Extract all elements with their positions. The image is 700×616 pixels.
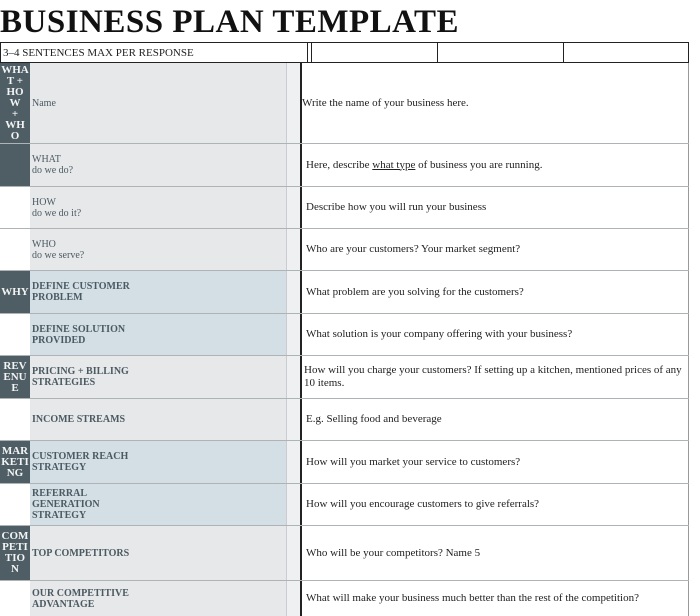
cell-gap — [286, 144, 300, 186]
table-body — [0, 63, 689, 616]
response-cell[interactable]: Here, describe what type of business you are running. — [302, 144, 688, 186]
category-cell — [0, 399, 30, 440]
cell-gap — [286, 229, 300, 270]
header-label: 3–4 SENTENCES MAX PER RESPONSE — [3, 47, 194, 59]
response-cell[interactable]: E.g. Selling food and beverage — [302, 399, 688, 440]
category-cell — [0, 144, 30, 186]
response-cell[interactable]: How will you encourage customers to give referrals? — [302, 484, 688, 525]
table-row — [0, 441, 689, 484]
cell-gap — [286, 526, 300, 580]
field-label: PRICING + BILLING STRATEGIES — [30, 356, 286, 398]
table-row — [0, 187, 689, 229]
category-cell: COM PETI TIO N — [0, 526, 30, 580]
field-label: INCOME STREAMS — [30, 399, 286, 440]
page-title: BUSINESS PLAN TEMPLATE — [0, 4, 460, 40]
category-cell: REV ENU E — [0, 356, 30, 398]
header-cell-divider — [311, 43, 312, 62]
table-row — [0, 356, 689, 399]
response-cell[interactable]: Describe how you will run your business — [302, 187, 688, 228]
table-row — [0, 526, 689, 581]
cell-gap — [286, 314, 300, 355]
field-label: WHAT do we do? — [30, 144, 286, 186]
category-cell: WHY — [0, 271, 30, 313]
field-label: Name — [30, 63, 286, 143]
field-label: OUR COMPETITIVE ADVANTAGE — [30, 581, 286, 616]
header-cell-divider — [307, 43, 308, 62]
cell-gap — [286, 581, 300, 616]
field-label: DEFINE CUSTOMER PROBLEM — [30, 271, 286, 313]
cell-gap — [286, 187, 300, 228]
response-cell[interactable]: What problem are you solving for the customers? — [302, 271, 688, 313]
cell-gap — [286, 63, 300, 143]
table-row — [0, 144, 689, 187]
cell-gap — [286, 484, 300, 525]
category-cell: WHA T + HOW + WH O — [1, 63, 29, 142]
table-row — [0, 484, 689, 526]
cell-gap — [286, 399, 300, 440]
field-label: CUSTOMER REACH STRATEGY — [30, 441, 286, 483]
category-cell — [0, 229, 30, 270]
header-cell-divider — [563, 43, 564, 62]
cell-gap — [286, 356, 300, 398]
response-cell[interactable]: What will make your business much better than the rest of the competition? — [302, 581, 688, 616]
category-cell — [0, 187, 30, 228]
response-cell[interactable]: What solution is your company offering with your business? — [302, 314, 688, 355]
table-row — [0, 399, 689, 441]
field-label: HOW do we do it? — [30, 187, 286, 228]
business-plan-table — [0, 42, 690, 616]
field-label: DEFINE SOLUTION PROVIDED — [30, 314, 286, 355]
table-row — [0, 314, 689, 356]
response-cell[interactable]: Who will be your competitors? Name 5 — [302, 526, 688, 580]
response-cell[interactable]: How will you market your service to customers? — [302, 441, 688, 483]
table-header-row — [0, 42, 689, 63]
field-label: TOP COMPETITORS — [30, 526, 286, 580]
category-cell — [0, 581, 30, 616]
header-cell-divider — [437, 43, 438, 62]
category-cell — [0, 314, 30, 355]
category-cell — [0, 484, 30, 525]
table-row — [0, 63, 689, 144]
response-cell[interactable]: Who are your customers? Your market segment? — [302, 229, 688, 270]
field-label: WHO do we serve? — [30, 229, 286, 270]
cell-gap — [286, 441, 300, 483]
cell-gap — [286, 271, 300, 313]
field-label: REFERRAL GENERATION STRATEGY — [30, 484, 286, 525]
table-row — [0, 229, 689, 271]
table-row — [0, 581, 689, 616]
category-cell: MAR KETI NG — [0, 441, 30, 483]
response-cell[interactable]: How will you charge your customers? If setting up a kitchen, mentioned prices of any 10 items. — [302, 356, 688, 398]
table-row — [0, 271, 689, 314]
response-cell[interactable]: Write the name of your business here. — [302, 63, 688, 143]
